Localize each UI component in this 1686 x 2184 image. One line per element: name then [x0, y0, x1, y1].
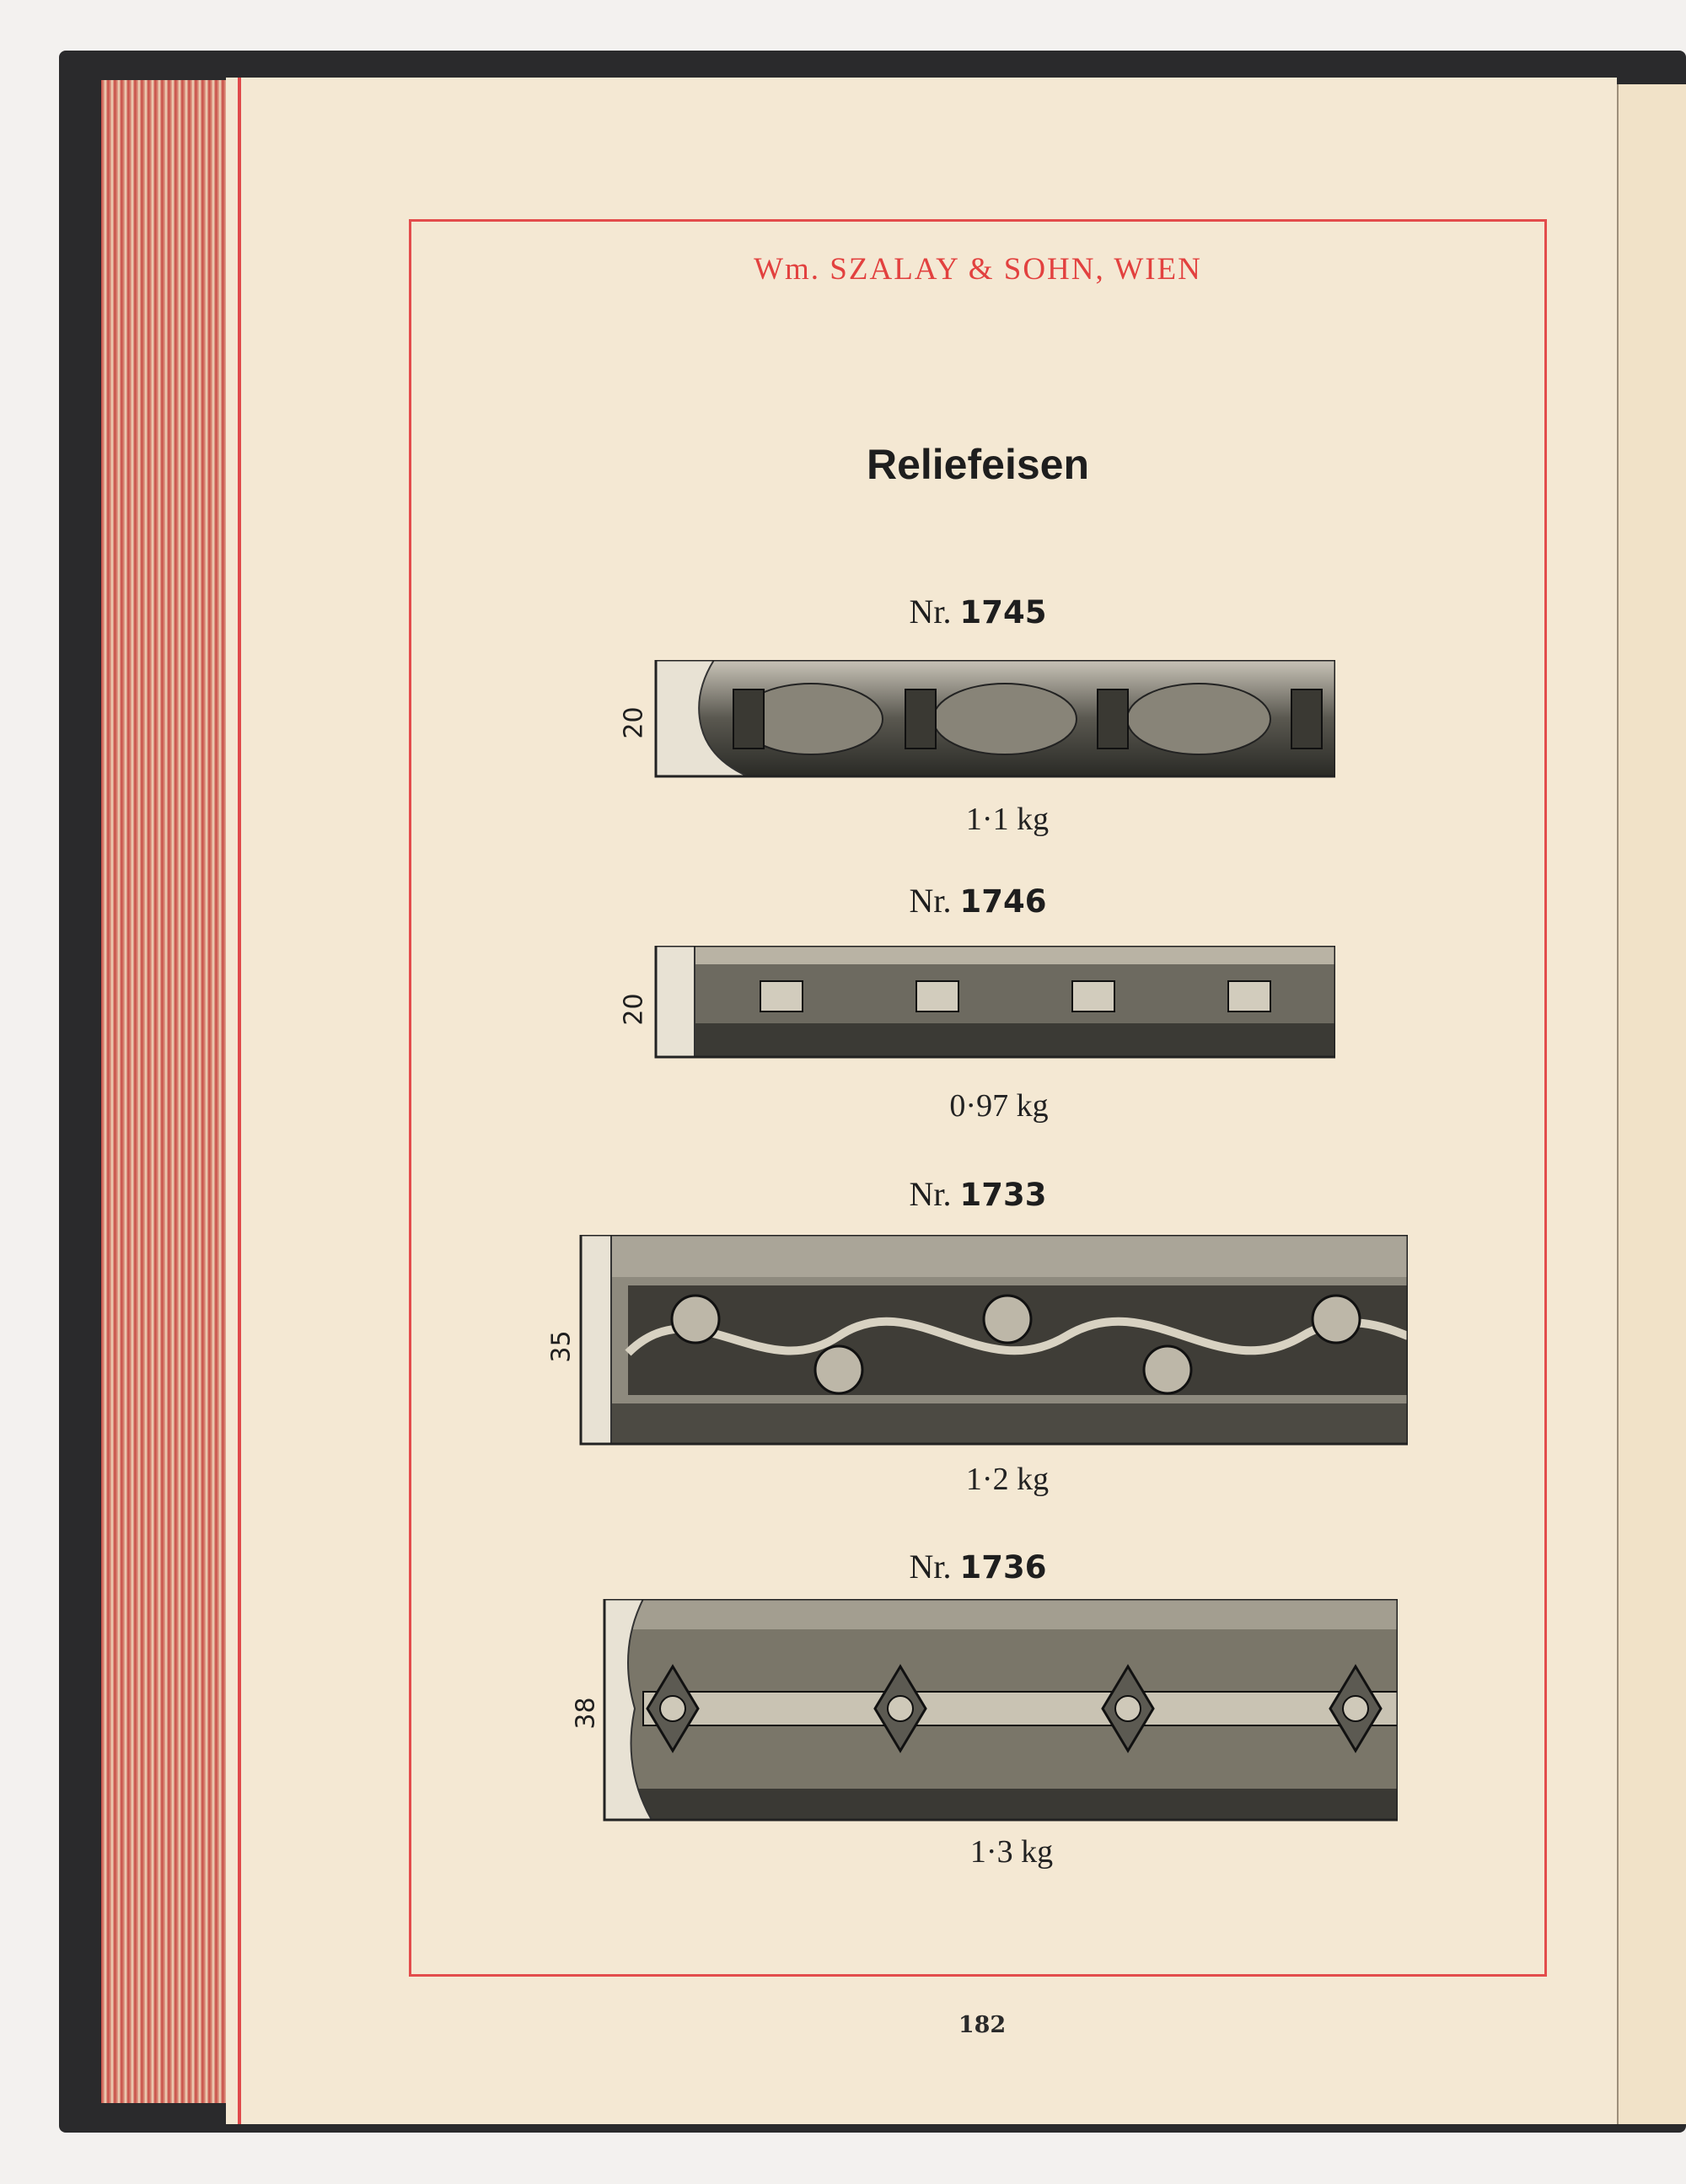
margin-rule-left: [238, 78, 241, 2124]
item-prefix: Nr.: [909, 593, 952, 631]
page-number: 182: [958, 2012, 1007, 2038]
item-number: 1736: [959, 1549, 1047, 1586]
item-number: 1746: [959, 883, 1047, 920]
moulding-1745-illustration: [634, 660, 1335, 778]
item-1736-label: [830, 1547, 1125, 1586]
item-1733-dimension: 35: [546, 1330, 577, 1363]
moulding-1733-illustration: [561, 1235, 1408, 1446]
item-prefix: Nr.: [909, 1548, 952, 1586]
item-1733-weight: 1·2 kg: [965, 1462, 1050, 1497]
item-1746-weight: 0·97 kg: [949, 1088, 1049, 1124]
page-title: Reliefeisen: [866, 441, 1089, 488]
item-number: 1733: [959, 1177, 1047, 1213]
item-1736-weight: 1·3 kg: [969, 1834, 1054, 1870]
moulding-1736-illustration: [584, 1599, 1398, 1822]
item-1745-dimension: 20: [619, 706, 649, 739]
facing-page-edge: [1617, 84, 1686, 2124]
item-1736-dimension: 38: [571, 1697, 601, 1730]
item-1746-label: [830, 881, 1125, 920]
publisher-header: Wm. SZALAY & SOHN, WIEN: [754, 252, 1202, 287]
item-number: 1745: [959, 594, 1047, 631]
item-1733-label: [830, 1174, 1125, 1214]
item-prefix: Nr.: [909, 1175, 952, 1213]
item-prefix: Nr.: [909, 882, 952, 920]
moulding-1746-illustration: [634, 946, 1335, 1060]
item-1745-weight: 1·1 kg: [965, 802, 1050, 837]
item-1745-label: [830, 592, 1125, 631]
item-1746-dimension: 20: [619, 993, 649, 1026]
